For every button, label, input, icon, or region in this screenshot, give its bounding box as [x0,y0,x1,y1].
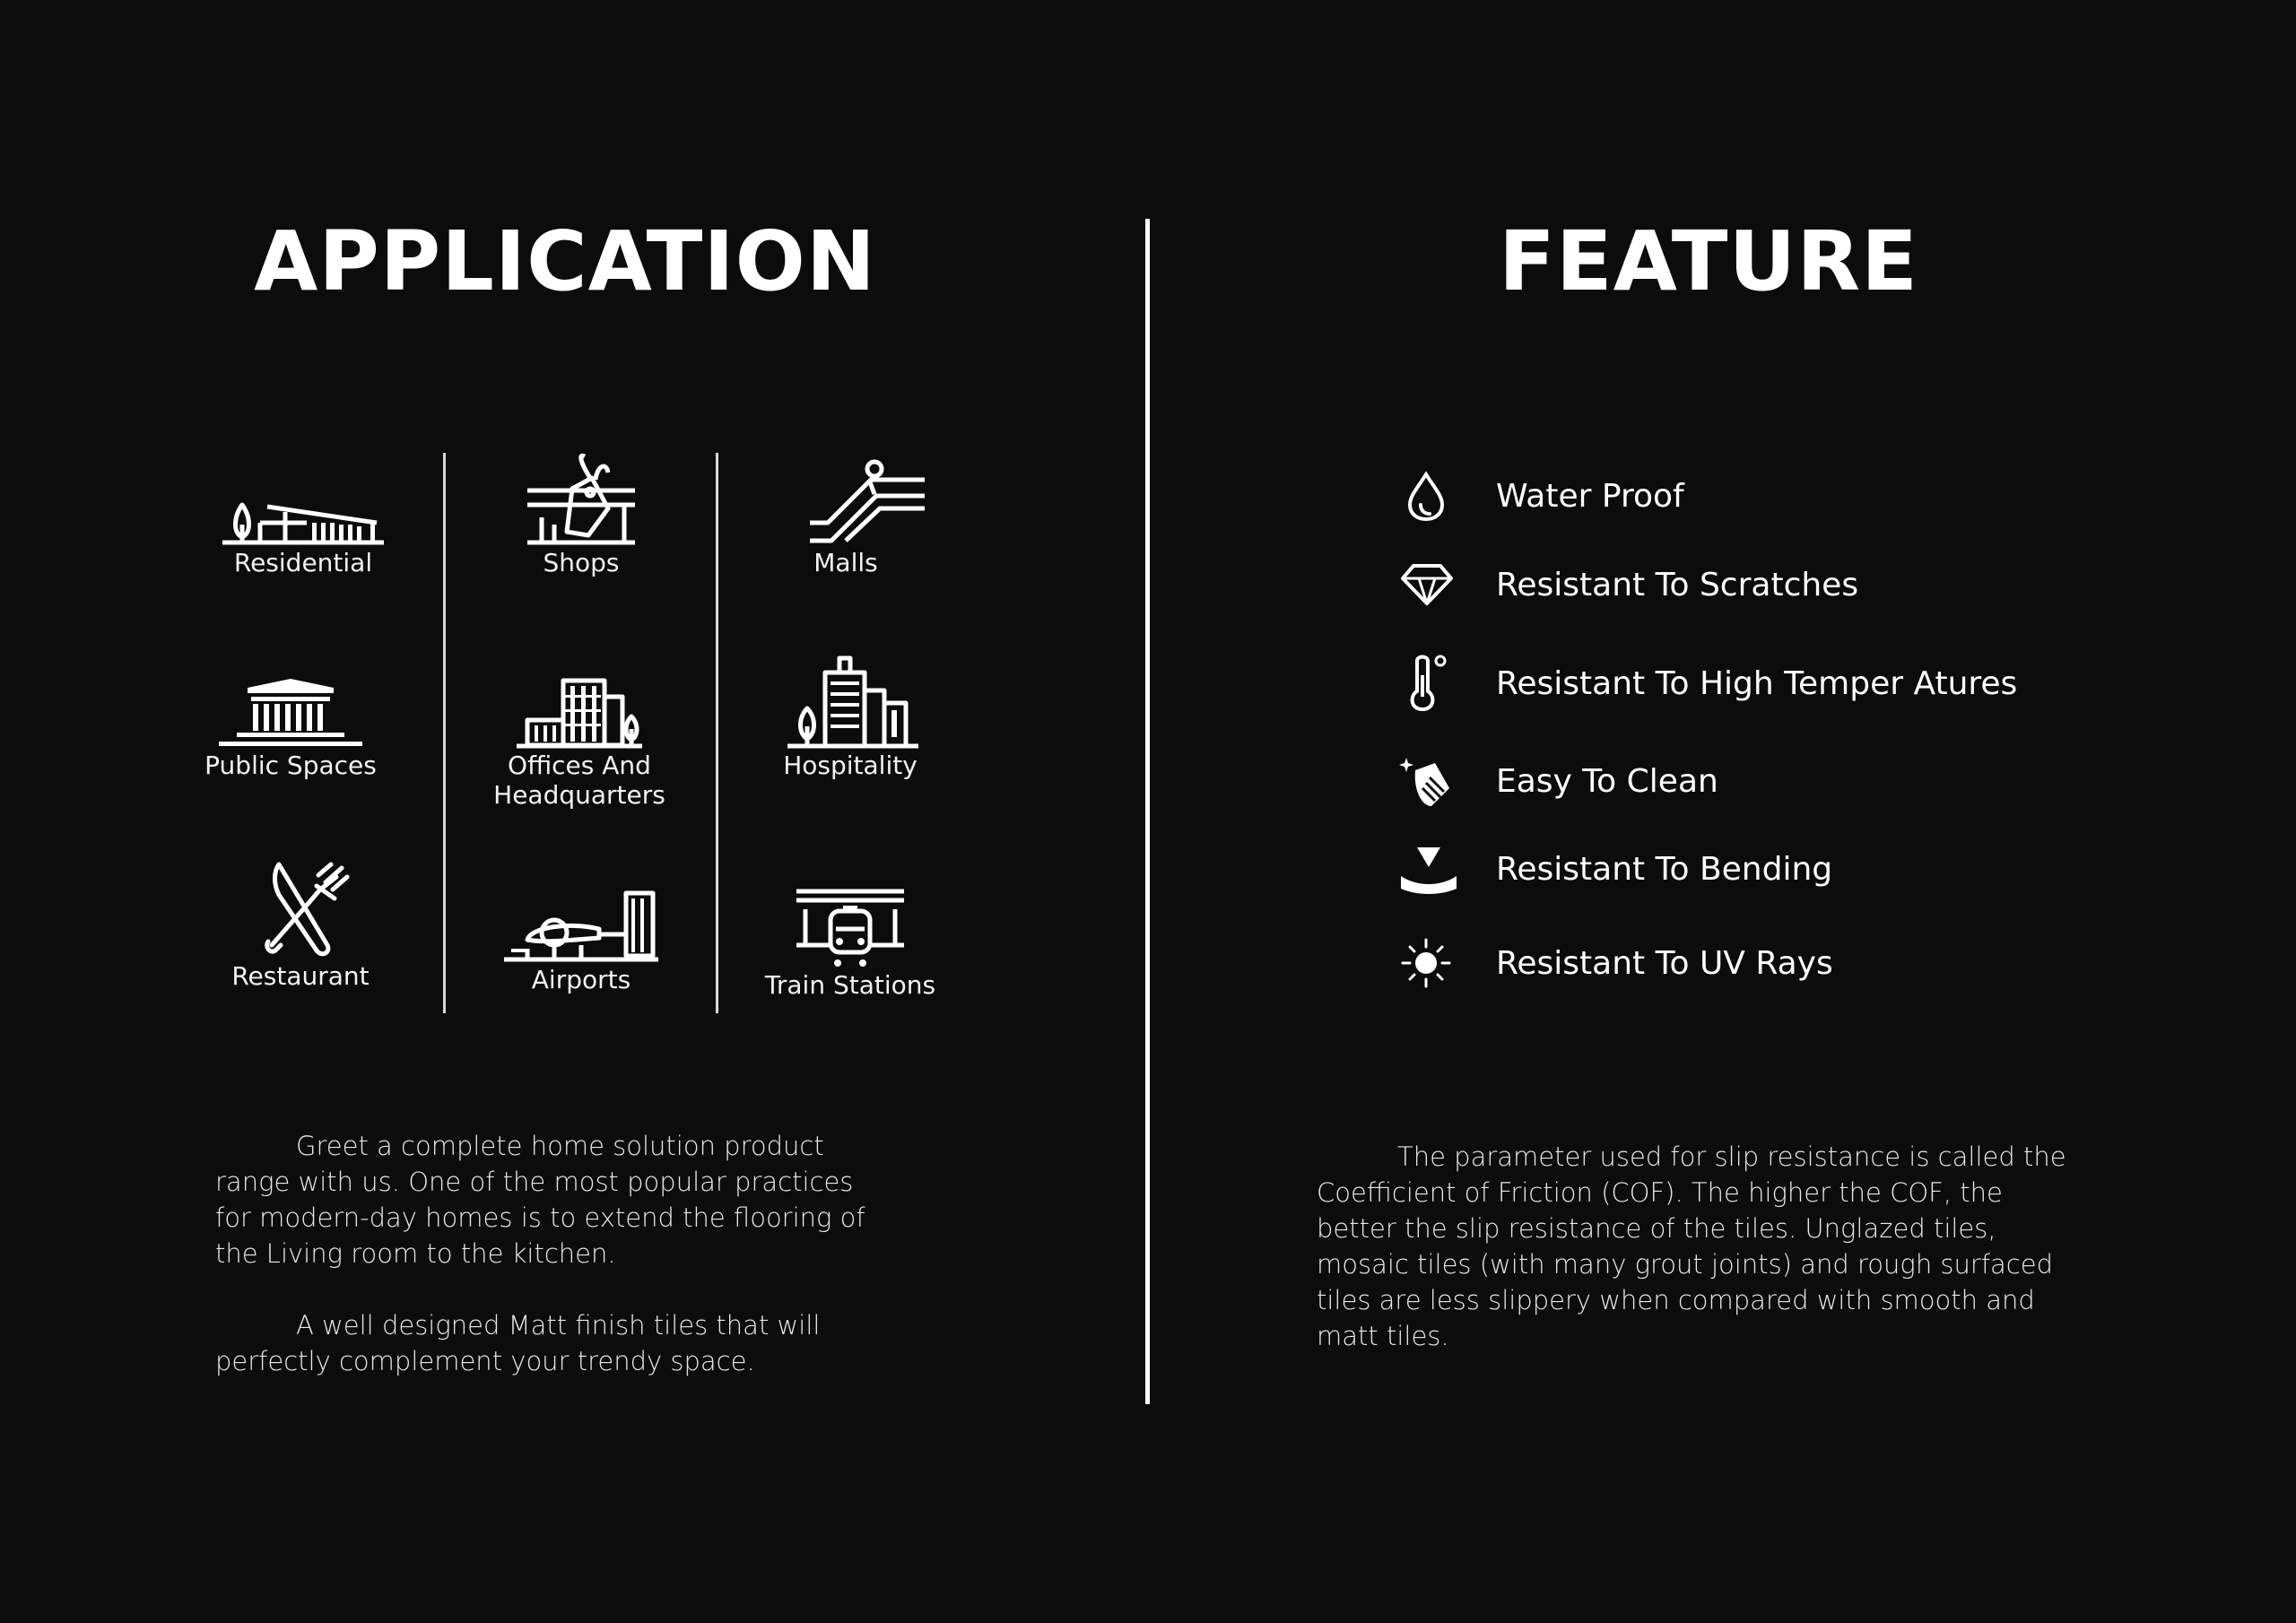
feature-label: Resistant To High Temper Atures [1496,664,2018,702]
cleaning-brush-icon [1399,752,1455,810]
application-item-airports [456,890,707,994]
application-item-label: Malls [813,548,878,577]
application-paragraph: A well designed Matt ﬁnish tiles that will perfectly complement your trendy space. [215,1310,821,1376]
feature-label: Easy To Clean [1496,762,1718,800]
application-item-residential [178,453,429,577]
application-item-label: Shops [543,548,620,577]
section-divider [1145,219,1150,1404]
application-item-label: Restaurant [231,961,370,991]
application-item-public-spaces [165,677,416,780]
feature-paragraph: The parameter used for slip resistance is called the Coefficient of Friction (COF). The higher the COF, the better the slip resistance of the tiles. Unglazed tiles, mosaic tiles (with many grout joints) and rough surfaced tiles are less slippery when compared with smooth and matt tiles. [1317,1141,2066,1351]
water-drop-icon [1399,469,1453,523]
office-buildings-icon [490,677,669,749]
hotel-icon [761,655,940,749]
application-item-malls [720,453,971,577]
application-paragraph: Greet a complete home solution product range with us. One of the most popular practices for modern-day homes is to extend the flooring of the Living room to the kitchen. [215,1131,865,1269]
application-item-label: Public Spaces [204,751,377,780]
sun-icon [1399,936,1453,990]
thermometer-icon [1399,652,1453,715]
application-item-restaurant [175,859,426,991]
application-item-label: Train Stations [764,970,936,1000]
escalator-icon [756,453,935,546]
application-item-train-stations [725,888,976,1000]
application-item-offices [454,677,705,810]
application-item-label: Hospitality [783,751,918,780]
feature-description [1317,1139,2088,1354]
train-station-icon [761,888,940,968]
feature-item-water-proof [1399,460,2135,532]
feature-label: Resistant To Bending [1496,850,1833,888]
application-item-label: Offices And Headquarters [493,751,665,810]
application-description [215,1128,897,1379]
feature-item-high-temperature [1399,647,2135,719]
feature-label: Resistant To UV Rays [1496,944,1833,982]
application-item-label: Airports [531,965,631,994]
public-building-icon [201,677,380,749]
diamond-icon [1399,562,1455,607]
residential-house-icon [213,453,393,546]
shop-tag-icon [491,453,671,546]
application-item-label: Residential [233,548,373,577]
application-item-shops [456,453,707,577]
application-item-hospitality [725,655,976,780]
feature-label: Resistant To Scratches [1496,566,1859,603]
feature-item-scratches [1399,549,2135,621]
feature-label: Water Proof [1496,477,1684,515]
feature-item-uv-rays [1399,927,2135,999]
feature-item-easy-clean [1399,745,2135,817]
grid-divider [443,453,446,1013]
grid-divider [716,453,718,1013]
feature-heading: FEATURE [1499,213,1918,309]
airport-plane-icon [491,890,671,963]
fork-knife-icon [211,859,390,959]
feature-item-bending [1399,833,2135,905]
bending-arrow-icon [1399,840,1458,898]
application-heading: APPLICATION [254,213,876,309]
